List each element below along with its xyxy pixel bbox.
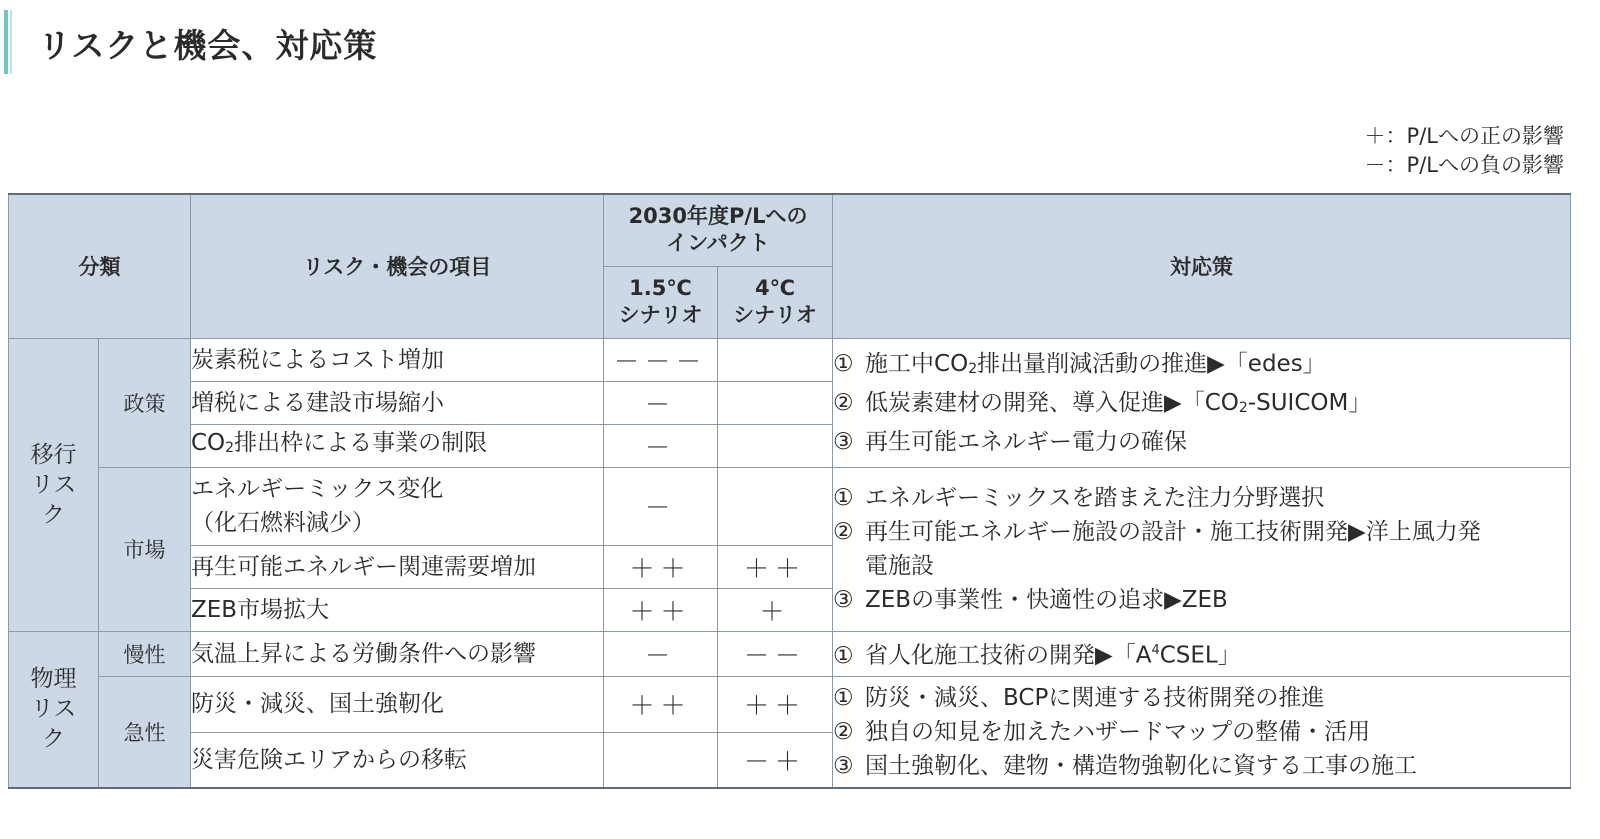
response-line: ③ 国土強靭化、建物・構造物強靭化に資する工事の施工 — [833, 752, 1418, 779]
category-physical-risk: 物理 リス ク — [9, 631, 99, 788]
risk-item: 災害危険エリアからの移転 — [191, 732, 604, 788]
response-line: ③ 再生可能エネルギー電力の確保 — [833, 428, 1188, 455]
risk-item: 増税による建設市場縮小 — [191, 381, 604, 424]
risk-item: ZEB市場拡大 — [191, 588, 604, 631]
impact-4c: －－ — [718, 631, 833, 676]
header-scenario-4c: 4℃ シナリオ — [718, 266, 833, 338]
impact-4c: ＋ — [718, 588, 833, 631]
title-accent-bar-light — [10, 10, 12, 74]
response-line: ② 再生可能エネルギー施設の設計・施工技術開発▶洋上風力発 — [833, 519, 1481, 545]
impact-1-5c: ＋＋ — [604, 588, 718, 631]
impact-legend — [1365, 122, 1564, 180]
header-response: 対応策 — [833, 194, 1571, 338]
response-line: ① 省人化施工技術の開発▶「$A^4CSEL$」 — [833, 642, 1241, 669]
table-row — [9, 676, 1571, 732]
response-policy — [833, 338, 1571, 467]
legend-positive: ＋：P/Lへの正の影響 — [1364, 124, 1564, 148]
impact-1-5c: － — [604, 631, 718, 676]
impact-1-5c: － — [604, 467, 718, 545]
subcategory-chronic: 慢性 — [99, 631, 191, 676]
header-category: 分類 — [9, 194, 191, 338]
title-accent-bar — [4, 10, 8, 74]
response-line: ① 施工中$CO_2$排出量削減活動の推進▶「edes」 — [833, 350, 1326, 377]
risk-item: エネルギーミックス変化 （化石燃料減少） — [191, 467, 604, 545]
risk-item: $CO_2$排出枠による事業の制限 — [191, 424, 604, 467]
page-title: リスクと機会、対応策 — [38, 26, 378, 65]
subcategory-acute: 急性 — [99, 676, 191, 788]
impact-1-5c: － — [604, 424, 718, 467]
header-scenario-1-5c: 1.5℃ シナリオ — [604, 266, 718, 338]
header-impact: 2030年度P/Lへの インパクト — [604, 194, 833, 266]
risk-item: 防災・減災、国土強靭化 — [191, 676, 604, 732]
response-line: ① エネルギーミックスを踏まえた注力分野選択 — [833, 485, 1325, 511]
impact-1-5c: ＋＋ — [604, 676, 718, 732]
impact-4c — [718, 381, 833, 424]
impact-1-5c: ＋＋ — [604, 545, 718, 588]
response-line: ① 防災・減災、BCPに関連する技術開発の推進 — [833, 684, 1325, 711]
response-market — [833, 467, 1571, 631]
impact-4c — [718, 424, 833, 467]
legend-negative: －：P/Lへの負の影響 — [1364, 153, 1564, 177]
table-row — [9, 338, 1571, 381]
response-line: ② 独自の知見を加えたハザードマップの整備・活用 — [833, 718, 1371, 745]
impact-4c — [718, 338, 833, 381]
impact-1-5c: －－－ — [604, 338, 718, 381]
table-row — [9, 467, 1571, 545]
impact-4c: －＋ — [718, 732, 833, 788]
subcategory-market: 市場 — [99, 467, 191, 631]
risk-item: 再生可能エネルギー関連需要増加 — [191, 545, 604, 588]
impact-4c — [718, 467, 833, 545]
table-row — [9, 631, 1571, 676]
impact-1-5c: － — [604, 381, 718, 424]
impact-4c: ＋＋ — [718, 545, 833, 588]
risk-item: 気温上昇による労働条件への影響 — [191, 631, 604, 676]
response-line: 電施設 — [865, 553, 935, 579]
response-acute — [833, 676, 1571, 788]
risk-item: 炭素税によるコスト増加 — [191, 338, 604, 381]
risk-opportunity-table — [8, 193, 1571, 789]
response-line: ② 低炭素建材の開発、導入促進▶「$CO_2$-SUICOM」 — [833, 389, 1372, 416]
header-item: リスク・機会の項目 — [191, 194, 604, 338]
response-chronic — [833, 631, 1571, 676]
category-transition-risk: 移行 リス ク — [9, 338, 99, 631]
impact-1-5c — [604, 732, 718, 788]
subcategory-policy: 政策 — [99, 338, 191, 467]
response-line: ③ ZEBの事業性・快適性の追求▶ZEB — [833, 587, 1228, 613]
impact-4c: ＋＋ — [718, 676, 833, 732]
